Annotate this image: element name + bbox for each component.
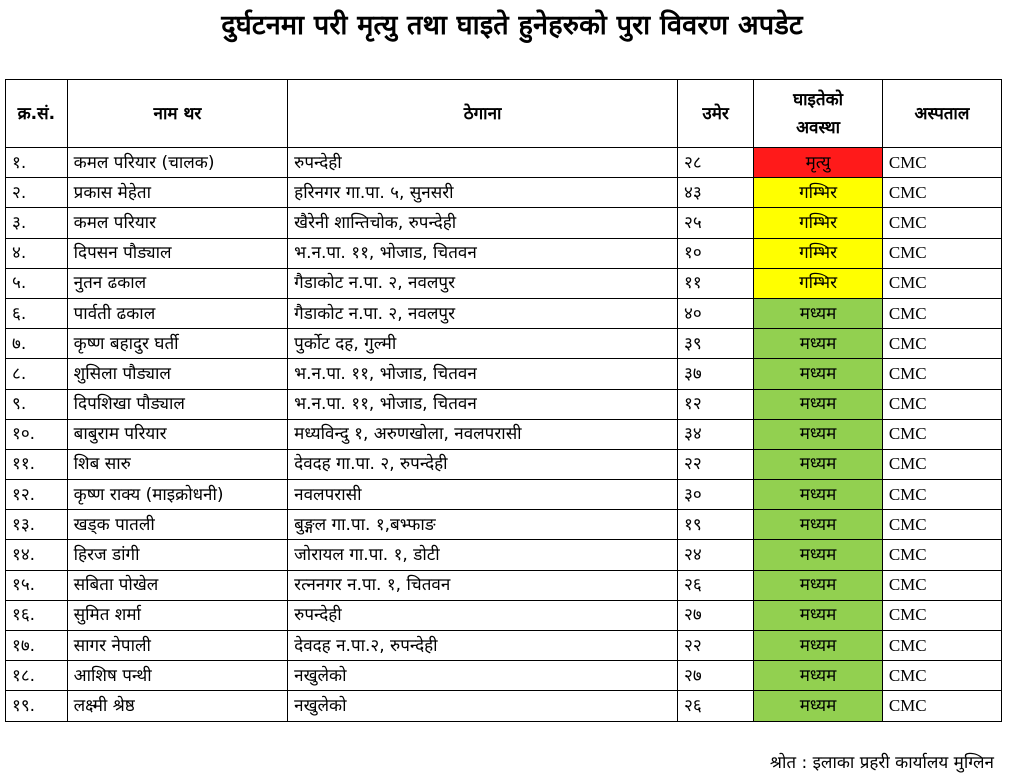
row-serial-number: ५. xyxy=(6,268,68,298)
row-age: २८ xyxy=(678,148,754,178)
row-serial-number: ३. xyxy=(6,208,68,238)
row-age: ४३ xyxy=(678,178,754,208)
header-address: ठेगाना xyxy=(288,80,678,148)
row-serial-number: ६. xyxy=(6,298,68,328)
row-serial-number: १५. xyxy=(6,570,68,600)
row-serial-number: १२. xyxy=(6,480,68,510)
row-condition: मध्यम xyxy=(754,661,883,691)
row-name: शुसिला पौड्याल xyxy=(67,359,288,389)
row-name: हिरज डांगी xyxy=(67,540,288,570)
row-age: २७ xyxy=(678,661,754,691)
row-age: २७ xyxy=(678,600,754,630)
row-condition: गम्भिर xyxy=(754,268,883,298)
row-name: खड्क पातली xyxy=(67,510,288,540)
row-hospital: CMC xyxy=(882,600,1001,630)
row-address: देवदह न.पा.२, रुपन्देही xyxy=(288,631,678,661)
row-age: ३४ xyxy=(678,419,754,449)
row-address: मध्यविन्दु १, अरुणखोला, नवलपरासी xyxy=(288,419,678,449)
row-address: भ.न.पा. ११, भोजाड, चितवन xyxy=(288,359,678,389)
row-condition: मृत्यु xyxy=(754,148,883,178)
row-hospital: CMC xyxy=(882,661,1001,691)
row-age: २४ xyxy=(678,540,754,570)
row-hospital: CMC xyxy=(882,178,1001,208)
row-address: भ.न.पा. ११, भोजाड, चितवन xyxy=(288,238,678,268)
row-address: नखुलेको xyxy=(288,691,678,721)
row-age: १२ xyxy=(678,389,754,419)
row-address: पुर्कोट दह, गुल्मी xyxy=(288,329,678,359)
row-hospital: CMC xyxy=(882,148,1001,178)
row-address: गैडाकोट न.पा. २, नवलपुर xyxy=(288,268,678,298)
row-age: ११ xyxy=(678,268,754,298)
row-serial-number: १९. xyxy=(6,691,68,721)
row-serial-number: १७. xyxy=(6,631,68,661)
table-header-row xyxy=(6,80,1002,148)
row-name: प्रकास मेहेता xyxy=(67,178,288,208)
row-condition: गम्भिर xyxy=(754,238,883,268)
row-condition: मध्यम xyxy=(754,600,883,630)
table-row xyxy=(6,631,1002,661)
table-row xyxy=(6,389,1002,419)
row-condition: मध्यम xyxy=(754,298,883,328)
header-condition-line1: घाइतेको xyxy=(793,89,844,110)
row-hospital: CMC xyxy=(882,540,1001,570)
row-age: ३९ xyxy=(678,329,754,359)
row-name: आशिष पन्थी xyxy=(67,661,288,691)
row-name: लक्ष्मी श्रेष्ठ xyxy=(67,691,288,721)
row-condition: मध्यम xyxy=(754,389,883,419)
row-name: नुतन ढकाल xyxy=(67,268,288,298)
row-condition: मध्यम xyxy=(754,449,883,479)
table-body xyxy=(6,148,1002,722)
source-note: श्रोत : इलाका प्रहरी कार्यालय मुग्लिन xyxy=(769,753,994,773)
row-hospital: CMC xyxy=(882,389,1001,419)
table-row xyxy=(6,298,1002,328)
row-address: देवदह गा.पा. २, रुपन्देही xyxy=(288,449,678,479)
row-condition: गम्भिर xyxy=(754,208,883,238)
row-address: गैडाकोट न.पा. २, नवलपुर xyxy=(288,298,678,328)
row-age: ३७ xyxy=(678,359,754,389)
row-serial-number: १६. xyxy=(6,600,68,630)
header-condition-line2: अवस्था xyxy=(796,117,841,138)
table-row xyxy=(6,268,1002,298)
row-hospital: CMC xyxy=(882,631,1001,661)
row-condition: मध्यम xyxy=(754,419,883,449)
table-row xyxy=(6,480,1002,510)
row-hospital: CMC xyxy=(882,480,1001,510)
row-name: दिपशिखा पौड्याल xyxy=(67,389,288,419)
table-row xyxy=(6,510,1002,540)
row-serial-number: १०. xyxy=(6,419,68,449)
row-age: ३० xyxy=(678,480,754,510)
table-row xyxy=(6,329,1002,359)
header-age: उमेर xyxy=(678,80,754,148)
row-condition: गम्भिर xyxy=(754,178,883,208)
row-hospital: CMC xyxy=(882,238,1001,268)
row-age: २२ xyxy=(678,449,754,479)
row-serial-number: ४. xyxy=(6,238,68,268)
row-condition: मध्यम xyxy=(754,631,883,661)
row-hospital: CMC xyxy=(882,570,1001,600)
row-name: बाबुराम परियार xyxy=(67,419,288,449)
row-age: २६ xyxy=(678,570,754,600)
row-address: नखुलेको xyxy=(288,661,678,691)
row-address: हरिनगर गा.पा. ५, सुनसरी xyxy=(288,178,678,208)
page-title: दुर्घटनमा परी मृत्यु तथा घाइते हुनेहरुको पुरा विवरण अपडेट xyxy=(221,10,803,41)
row-age: २२ xyxy=(678,631,754,661)
table-row xyxy=(6,208,1002,238)
row-age: २५ xyxy=(678,208,754,238)
row-hospital: CMC xyxy=(882,510,1001,540)
row-address: नवलपरासी xyxy=(288,480,678,510)
row-name: पार्वती ढकाल xyxy=(67,298,288,328)
row-serial-number: १८. xyxy=(6,661,68,691)
row-name: सुमित शर्मा xyxy=(67,600,288,630)
row-age: १० xyxy=(678,238,754,268)
table-row xyxy=(6,600,1002,630)
row-address: बुङ्गल गा.पा. १,बभ्फाङ xyxy=(288,510,678,540)
row-name: कमल परियार xyxy=(67,208,288,238)
row-condition: मध्यम xyxy=(754,510,883,540)
row-address: भ.न.पा. ११, भोजाड, चितवन xyxy=(288,389,678,419)
table-row xyxy=(6,449,1002,479)
row-name: कमल परियार (चालक) xyxy=(67,148,288,178)
row-condition: मध्यम xyxy=(754,359,883,389)
row-hospital: CMC xyxy=(882,329,1001,359)
table-row xyxy=(6,691,1002,721)
table-row xyxy=(6,178,1002,208)
row-hospital: CMC xyxy=(882,298,1001,328)
table-row xyxy=(6,419,1002,449)
row-hospital: CMC xyxy=(882,359,1001,389)
row-condition: मध्यम xyxy=(754,329,883,359)
row-age: २६ xyxy=(678,691,754,721)
header-name: नाम थर xyxy=(67,80,288,148)
row-condition: मध्यम xyxy=(754,691,883,721)
table-row xyxy=(6,570,1002,600)
row-hospital: CMC xyxy=(882,449,1001,479)
row-address: रुपन्देही xyxy=(288,600,678,630)
row-hospital: CMC xyxy=(882,208,1001,238)
row-name: कृष्ण बहादुर घर्ती xyxy=(67,329,288,359)
row-address: खैरेनी शान्तिचोक, रुपन्देही xyxy=(288,208,678,238)
row-condition: मध्यम xyxy=(754,570,883,600)
row-serial-number: ११. xyxy=(6,449,68,479)
row-serial-number: १४. xyxy=(6,540,68,570)
row-name: दिपसन पौड्याल xyxy=(67,238,288,268)
row-name: सबिता पोखेल xyxy=(67,570,288,600)
table-row xyxy=(6,540,1002,570)
row-address: रत्ननगर न.पा. १, चितवन xyxy=(288,570,678,600)
casualty-table xyxy=(5,79,1002,722)
header-serial-number: क्र.सं. xyxy=(6,80,68,148)
row-age: ४० xyxy=(678,298,754,328)
row-serial-number: ७. xyxy=(6,329,68,359)
header-hospital: अस्पताल xyxy=(882,80,1001,148)
row-address: जोरायल गा.पा. १, डोटी xyxy=(288,540,678,570)
row-hospital: CMC xyxy=(882,419,1001,449)
row-serial-number: ८. xyxy=(6,359,68,389)
row-name: कृष्ण राक्य (माइक्रोधनी) xyxy=(67,480,288,510)
table-row xyxy=(6,661,1002,691)
table-row xyxy=(6,148,1002,178)
header-condition xyxy=(754,80,883,148)
row-address: रुपन्देही xyxy=(288,148,678,178)
row-condition: मध्यम xyxy=(754,480,883,510)
row-name: सागर नेपाली xyxy=(67,631,288,661)
row-hospital: CMC xyxy=(882,268,1001,298)
row-serial-number: ९. xyxy=(6,389,68,419)
row-age: १९ xyxy=(678,510,754,540)
table-row xyxy=(6,359,1002,389)
row-condition: मध्यम xyxy=(754,540,883,570)
row-serial-number: १. xyxy=(6,148,68,178)
row-hospital: CMC xyxy=(882,691,1001,721)
row-name: शिब सारु xyxy=(67,449,288,479)
row-serial-number: २. xyxy=(6,178,68,208)
table-row xyxy=(6,238,1002,268)
row-serial-number: १३. xyxy=(6,510,68,540)
